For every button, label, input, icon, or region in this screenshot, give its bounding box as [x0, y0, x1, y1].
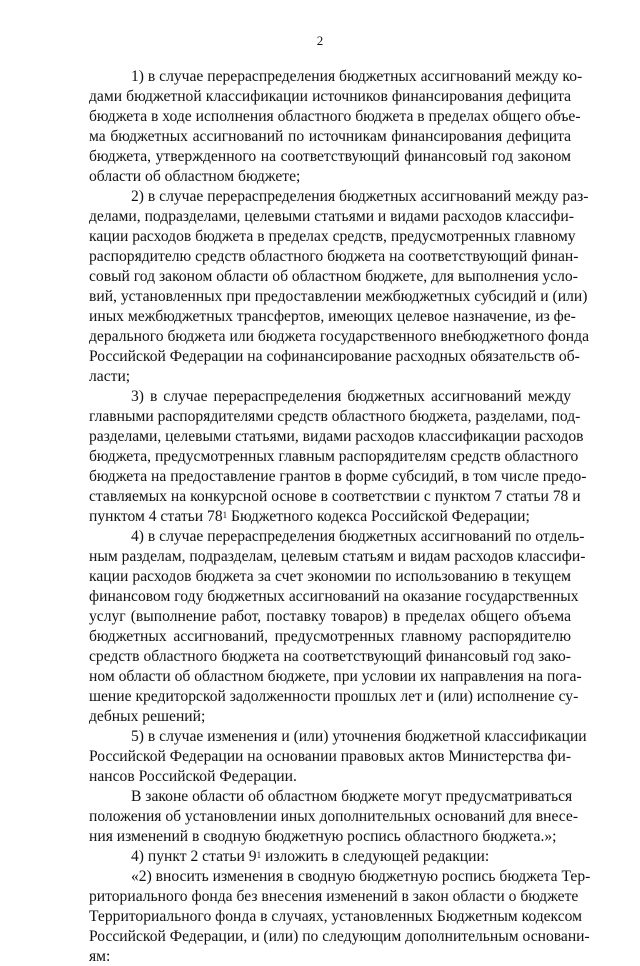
text-fragment: изложить в следующей редакции: [264, 848, 490, 865]
text-line: дебных решений; [89, 708, 206, 725]
text-line: бюджета на предоставление грантов в форме субсидий, в том числе предо- [89, 468, 587, 485]
text-line: иных межбюджетных трансфертов, имеющих целевое назначение, из фе- [89, 308, 576, 325]
text-line: дерального бюджета или бюджета государственного внебюджетного фонда [89, 328, 589, 345]
text-line: услуг (выполнение работ, поставку товаров) в пределах общего объема [89, 608, 571, 625]
text-line: ям: [89, 948, 111, 965]
text-line: Территориального фонда в случаях, установленных Бюджетным кодексом [89, 908, 583, 925]
text-line: шение кредиторской задолженности прошлых лет и (или) исполнение су- [89, 688, 579, 705]
text-line: В законе области об областном бюджете могут предусматриваться [131, 788, 573, 805]
text-line: 4) в случае перераспределения бюджетных ассигнований по отдель- [131, 528, 585, 545]
text-line: Российской Федерации, и (или) по следующим дополнительным основани- [89, 928, 590, 945]
text-line: вий, установленных при предоставлении межбюджетных субсидий и (или) [89, 288, 588, 305]
text-line: дами бюджетной классификации источников финансирования дефицита [89, 88, 571, 105]
text-line: области об областном бюджете; [89, 168, 301, 185]
text-line: бюджетных ассигнований, предусмотренных главному распорядителю [89, 628, 571, 645]
superscript: 1 [222, 510, 228, 520]
text-line: 3) в случае перераспределения бюджетных ассигнований между [131, 388, 571, 405]
text-line: Российской Федерации на софинансирование расходных обязательств об- [89, 348, 580, 365]
superscript: 1 [256, 850, 262, 860]
text-line: ном области об областном бюджете, при условии их направления на пога- [89, 668, 582, 685]
text-fragment: Бюджетного кодекса Российской Федерации; [231, 508, 530, 525]
text-line: ма бюджетных ассигнований по источникам финансирования дефицита [89, 128, 571, 145]
text-line: кации расходов бюджета за счет экономии по использованию в текущем [89, 568, 571, 585]
text-line: кации расходов бюджета в пределах средств, предусмотренных главному [89, 228, 576, 245]
text-line: бюджета, утвержденного на соответствующий финансовый год законом [89, 148, 571, 165]
text-line: «2) вносить изменения в сводную бюджетную роспись бюджета Тер- [131, 868, 591, 885]
text-line: 5) в случае изменения и (или) уточнения бюджетной классификации [131, 728, 587, 745]
text-line: финансовом году бюджетных ассигнований на оказание государственных [89, 588, 579, 605]
text-line: нансов Российской Федерации. [89, 768, 297, 785]
text-line: ласти; [89, 368, 131, 385]
text-fragment: 4) пункт 2 статьи 9 [131, 848, 257, 865]
text-line [89, 508, 571, 526]
text-line: ния изменений в сводную бюджетную роспись областного бюджета.»; [89, 828, 557, 845]
text-line: главными распорядителями средств областного бюджета, разделами, под- [89, 408, 581, 425]
text-line: ставляемых на конкурсной основе в соответствии с пунктом 7 статьи 78 и [89, 488, 581, 505]
page-number: 2 [316, 33, 324, 48]
text-line [131, 848, 571, 866]
text-line: риториального фонда без внесения изменений в закон области о бюджете [89, 888, 579, 905]
text-line: совый год законом области об областном бюджете, для выполнения усло- [89, 268, 578, 285]
text-line: бюджета, предусмотренных главным распорядителям средств областного [89, 448, 579, 465]
text-line: разделами, целевыми статьями, видами расходов классификации расходов [89, 428, 584, 445]
text-line: средств областного бюджета на соответствующий финансовый год зако- [89, 648, 571, 665]
text-fragment: пунктом 4 статьи 78 [89, 508, 223, 525]
text-line: 1) в случае перераспределения бюджетных ассигнований между ко- [131, 68, 583, 85]
text-line: положения об установлении иных дополнительных оснований для внесе- [89, 808, 579, 825]
text-line: ным разделам, подразделам, целевым статьям и видам расходов классифи- [89, 548, 586, 565]
text-line: распорядителю средств областного бюджета на соответствующий финан- [89, 248, 579, 265]
text-line: делами, подразделами, целевыми статьями и видами расходов классифи- [89, 208, 574, 225]
text-line: Российской Федерации на основании правовых актов Министерства фи- [89, 748, 572, 765]
text-line: 2) в случае перераспределения бюджетных ассигнований между раз- [131, 188, 589, 205]
text-line: бюджета в ходе исполнения областного бюджета в пределах общего объе- [89, 108, 581, 125]
